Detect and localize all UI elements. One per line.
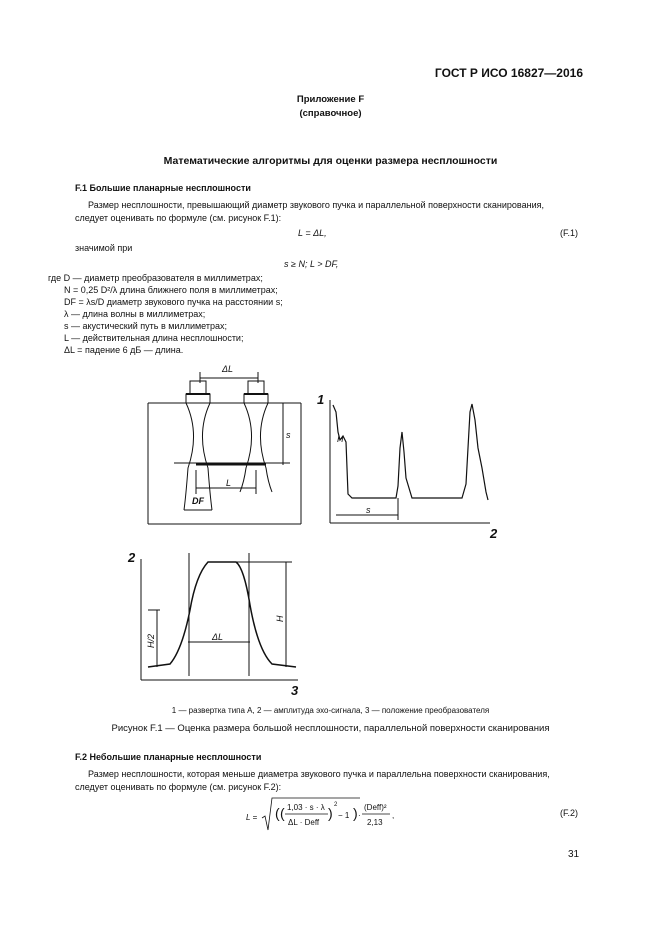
f2-heading: F.2 Небольшие планарные несплошности (75, 752, 262, 762)
f2-denominator-2: 2,13 (367, 818, 383, 827)
f1-heading: F.1 Большие планарные несплошности (75, 183, 251, 193)
label-s-vertical: s (286, 430, 291, 440)
f2-minus-one: − 1 (338, 811, 350, 820)
definition-n: N = 0,25 D²/λ длина ближнего поля в миллиметрах; (64, 285, 278, 295)
f2-paragraph-line1: Размер несплошности, которая меньше диаметра звукового пучка и параллельна поверхности сканирования, (88, 769, 550, 779)
label-h-ascan: H (337, 434, 344, 444)
appendix-title: Приложение F (296, 94, 365, 105)
page-number: 31 (568, 849, 580, 860)
f2-denominator-1: ΔL · Deff (288, 818, 320, 827)
appendix-subtitle: (справочное) (299, 108, 362, 119)
valid-label: значимой при (75, 243, 133, 253)
definition-delta-l: ΔL = падение 6 дБ — длина. (64, 345, 184, 355)
label-s-gap: s (366, 505, 371, 515)
definition-lambda: λ — длина волны в миллиметрах; (64, 309, 206, 319)
section-title: Математические алгоритмы для оценки размера несплошности (163, 155, 498, 167)
svg-text:,: , (392, 811, 395, 820)
definition-d: где D — диаметр преобразователя в миллиметрах; (48, 273, 263, 283)
figure-legend: 1 — развертка типа А, 2 — амплитуда эхо-сигнала, 3 — положение преобразователя (171, 706, 490, 715)
svg-text:): ) (328, 805, 333, 821)
f1-formula: L = ΔL, (298, 228, 327, 238)
standard-number: ГОСТ Р ИСО 16827—2016 (434, 66, 583, 80)
svg-text:(: ( (275, 805, 280, 821)
definition-df: DF = λs/D диаметр звукового пучка на расстоянии s; (64, 297, 283, 307)
f2-numerator-2: (Deff)² (364, 803, 387, 812)
axis-label-2-lower: 2 (128, 550, 136, 565)
f2-paragraph-line2: следует оценивать по формуле (см. рисунок F.2): (75, 782, 282, 792)
label-delta-l-lower: ΔL (212, 632, 224, 642)
axis-label-1: 1 (317, 392, 325, 407)
svg-text:(: ( (280, 805, 285, 821)
f2-numerator-1: 1,03 · s · λ (287, 803, 325, 812)
f2-exponent: 2 (334, 802, 338, 808)
axis-label-3: 3 (291, 683, 299, 698)
definition-s: s — акустический путь в миллиметрах; (64, 321, 228, 331)
label-l: L (226, 478, 232, 488)
f2-formula-lhs: L = (246, 813, 258, 822)
f2-formula-number: (F.2) (560, 808, 578, 818)
definition-l: L — действительная длина несплошности; (64, 333, 244, 343)
transducer-left (184, 381, 212, 510)
f2-formula (240, 796, 400, 838)
f1-paragraph-line1: Размер несплошности, превышающий диаметр звукового пучка и параллельной поверхности сканирования, (88, 200, 544, 210)
label-delta-l: ΔL (222, 364, 234, 374)
svg-text:·: · (358, 811, 361, 820)
f1-paragraph-line2: следует оценивать по формуле (см. рисунок F.1): (75, 213, 282, 223)
validity-condition: s ≥ N; L > DF, (284, 259, 339, 269)
figure-caption: Рисунок F.1 — Оценка размера большой несплошности, параллельной поверхности сканирования (111, 723, 550, 734)
label-h-big: H (275, 615, 285, 622)
a-scan-plot (330, 400, 490, 523)
f1-formula-number: (F.1) (560, 228, 578, 238)
svg-text:): ) (353, 805, 358, 821)
axis-label-2: 2 (490, 526, 498, 541)
label-h-half: H/2 (146, 633, 156, 648)
label-df: DF (192, 496, 204, 506)
